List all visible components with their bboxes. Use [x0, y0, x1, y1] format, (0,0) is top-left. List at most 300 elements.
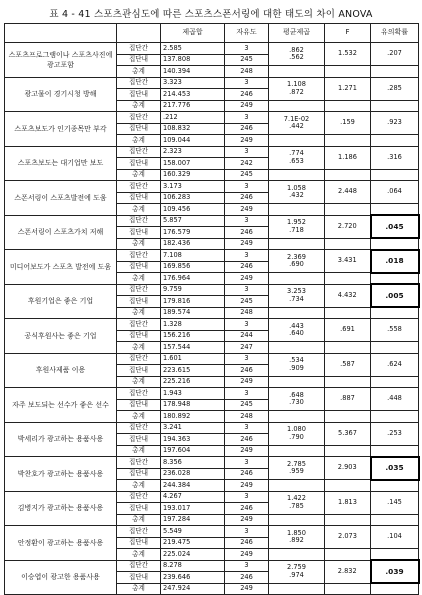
mean-square-empty: [269, 238, 325, 250]
mean-square-empty: [269, 100, 325, 112]
mean-square-within: .734: [289, 294, 304, 303]
df-cell: 246: [225, 468, 269, 480]
df-cell: 249: [225, 135, 269, 147]
sum-of-squares-cell: 197.284: [161, 514, 225, 526]
significance-cell: .145: [371, 491, 419, 514]
item-label: 박찬호가 광고하는 용품사용: [5, 457, 117, 492]
significance-empty: [371, 583, 419, 595]
df-cell: 3: [225, 319, 269, 331]
item-label: 스포츠보도가 인기종목만 부각: [5, 112, 117, 147]
significance-empty: [371, 66, 419, 78]
mean-square-empty: [269, 445, 325, 457]
source-label: 집단간: [117, 353, 161, 365]
source-label: 집단간: [117, 422, 161, 434]
f-value-empty: [325, 204, 371, 216]
significance-empty: [371, 273, 419, 285]
f-value-empty: [325, 307, 371, 319]
mean-square-between: 1.080: [287, 425, 306, 433]
source-label: 집단내: [117, 365, 161, 377]
significance-cell-highlighted: .035: [371, 457, 419, 480]
mean-square-within: .959: [289, 467, 304, 475]
df-cell: 3: [225, 353, 269, 365]
mean-square-between: 1.952: [287, 218, 306, 226]
f-value-empty: [325, 583, 371, 595]
source-label: 집단내: [117, 296, 161, 308]
header-significance: 유의확률: [371, 24, 419, 43]
mean-square-between: 3.253: [287, 287, 306, 295]
sum-of-squares-cell: 157.544: [161, 342, 225, 354]
header-mean-square: 평균제곱: [269, 24, 325, 43]
mean-square-within: .790: [289, 432, 304, 441]
sum-of-squares-cell: 158.007: [161, 158, 225, 170]
header-df: 자유도: [225, 24, 269, 43]
header-row: [5, 24, 419, 43]
df-cell: 245: [225, 169, 269, 181]
f-value-cell: 2.832: [325, 560, 371, 583]
significance-cell: .207: [371, 43, 419, 66]
mean-square-cell: [269, 250, 325, 273]
df-cell: 249: [225, 514, 269, 526]
df-cell: 249: [225, 480, 269, 492]
source-label: 집단간: [117, 319, 161, 331]
df-cell: 3: [225, 215, 269, 227]
df-cell: 3: [225, 146, 269, 158]
df-cell: 249: [225, 238, 269, 250]
item-label: 후원기업은 좋은 기업: [5, 284, 117, 319]
mean-square-cell: [269, 181, 325, 204]
df-cell: 3: [225, 284, 269, 296]
source-label: 집단내: [117, 192, 161, 204]
df-cell: 249: [225, 583, 269, 595]
table-row: [5, 146, 419, 158]
header-source: [117, 24, 161, 43]
source-label: 집단내: [117, 503, 161, 515]
sum-of-squares-cell: 9.759: [161, 284, 225, 296]
source-label: 총계: [117, 100, 161, 112]
df-cell: 246: [225, 89, 269, 101]
sum-of-squares-cell: 2.323: [161, 146, 225, 158]
mean-square-empty: [269, 273, 325, 285]
f-value-cell: 2.903: [325, 457, 371, 480]
mean-square-between: .534: [289, 356, 304, 364]
source-label: 총계: [117, 169, 161, 181]
source-label: 집단간: [117, 112, 161, 124]
significance-cell-highlighted: .045: [371, 215, 419, 238]
header-sum-of-squares: 제곱합: [161, 24, 225, 43]
mean-square-between: .862: [289, 45, 304, 54]
source-label: 집단간: [117, 43, 161, 55]
f-value-empty: [325, 480, 371, 492]
df-cell: 248: [225, 66, 269, 78]
mean-square-empty: [269, 376, 325, 388]
f-value-empty: [325, 100, 371, 112]
item-label: 박세리가 광고하는 용품사용: [5, 422, 117, 457]
source-label: 집단내: [117, 227, 161, 239]
mean-square-within: .690: [289, 260, 304, 268]
sum-of-squares-cell: 178.948: [161, 399, 225, 411]
sum-of-squares-cell: 239.646: [161, 572, 225, 584]
significance-cell: .624: [371, 353, 419, 376]
sum-of-squares-cell: 3.241: [161, 422, 225, 434]
table-row: [5, 491, 419, 503]
sum-of-squares-cell: 156.216: [161, 330, 225, 342]
df-cell: 3: [225, 181, 269, 193]
df-cell: 244: [225, 330, 269, 342]
df-cell: 249: [225, 445, 269, 457]
table-row: [5, 284, 419, 296]
f-value-empty: [325, 514, 371, 526]
item-label: 광고물이 경기시청 방해: [5, 77, 117, 112]
sum-of-squares-cell: 189.574: [161, 307, 225, 319]
item-label: 스포츠프로그램이나 스포츠사진에 광고포함: [5, 43, 117, 78]
f-value-cell: .887: [325, 388, 371, 411]
header-f: F: [325, 24, 371, 43]
sum-of-squares-cell: 236.028: [161, 468, 225, 480]
df-cell: 245: [225, 54, 269, 66]
mean-square-cell: [269, 112, 325, 135]
f-value-empty: [325, 135, 371, 147]
significance-cell: .064: [371, 181, 419, 204]
mean-square-between: 7.1E-02: [283, 114, 310, 123]
table-row: [5, 422, 419, 434]
f-value-empty: [325, 376, 371, 388]
source-label: 총계: [117, 135, 161, 147]
significance-empty: [371, 480, 419, 492]
mean-square-within: .432: [289, 191, 304, 199]
source-label: 총계: [117, 342, 161, 354]
mean-square-within: .442: [289, 122, 304, 130]
source-label: 집단내: [117, 572, 161, 584]
f-value-empty: [325, 411, 371, 423]
df-cell: 245: [225, 399, 269, 411]
sum-of-squares-cell: 1.601: [161, 353, 225, 365]
source-label: 집단내: [117, 399, 161, 411]
df-cell: 246: [225, 192, 269, 204]
sum-of-squares-cell: 108.832: [161, 123, 225, 135]
f-value-empty: [325, 66, 371, 78]
sum-of-squares-cell: 219.475: [161, 537, 225, 549]
df-cell: 246: [225, 227, 269, 239]
df-cell: 3: [225, 388, 269, 400]
item-label: 스폰서링이 스포츠가치 저해: [5, 215, 117, 250]
source-label: 총계: [117, 514, 161, 526]
df-cell: 246: [225, 434, 269, 446]
table-row: [5, 250, 419, 262]
mean-square-within: .562: [289, 53, 304, 61]
mean-square-empty: [269, 66, 325, 78]
f-value-empty: [325, 445, 371, 457]
mean-square-cell: [269, 146, 325, 169]
df-cell: 249: [225, 273, 269, 285]
mean-square-between: 1.058: [287, 183, 306, 192]
mean-square-between: 1.422: [287, 494, 306, 502]
sum-of-squares-cell: 225.216: [161, 376, 225, 388]
sum-of-squares-cell: 244.384: [161, 480, 225, 492]
sum-of-squares-cell: 1.943: [161, 388, 225, 400]
source-label: 집단간: [117, 250, 161, 262]
mean-square-within: .653: [289, 156, 304, 165]
mean-square-cell: [269, 491, 325, 514]
source-label: 총계: [117, 549, 161, 561]
source-label: 집단내: [117, 537, 161, 549]
item-label: 미디어보도가 스포츠 발전에 도움: [5, 250, 117, 285]
mean-square-cell: [269, 353, 325, 376]
source-label: 집단내: [117, 468, 161, 480]
source-label: 총계: [117, 66, 161, 78]
sum-of-squares-cell: 109.456: [161, 204, 225, 216]
table-row: [5, 215, 419, 227]
table-row: [5, 560, 419, 572]
source-label: 집단간: [117, 77, 161, 89]
mean-square-between: 2.759: [287, 563, 306, 571]
sum-of-squares-cell: 140.394: [161, 66, 225, 78]
source-label: 총계: [117, 273, 161, 285]
mean-square-empty: [269, 169, 325, 181]
df-cell: 3: [225, 77, 269, 89]
mean-square-within: .785: [289, 501, 304, 510]
source-label: 총계: [117, 445, 161, 457]
table-row: [5, 112, 419, 124]
significance-cell-highlighted: .005: [371, 284, 419, 307]
mean-square-cell: [269, 319, 325, 342]
sum-of-squares-cell: 193.017: [161, 503, 225, 515]
mean-square-between: .648: [289, 390, 304, 399]
source-label: 집단간: [117, 491, 161, 503]
mean-square-within: .718: [289, 225, 304, 234]
df-cell: 246: [225, 261, 269, 273]
f-value-cell: 2.720: [325, 215, 371, 238]
df-cell: 246: [225, 503, 269, 515]
sum-of-squares-cell: 217.776: [161, 100, 225, 112]
f-value-cell: 1.186: [325, 146, 371, 169]
mean-square-cell: [269, 77, 325, 100]
sum-of-squares-cell: 182.436: [161, 238, 225, 250]
f-value-cell: 5.367: [325, 422, 371, 445]
mean-square-between: .443: [289, 321, 304, 330]
significance-empty: [371, 514, 419, 526]
mean-square-empty: [269, 342, 325, 354]
item-label: 김병지가 광고하는 용품사용: [5, 491, 117, 526]
significance-cell: .285: [371, 77, 419, 100]
source-label: 총계: [117, 376, 161, 388]
mean-square-between: 2.369: [287, 252, 306, 261]
sum-of-squares-cell: 5.857: [161, 215, 225, 227]
table-row: [5, 181, 419, 193]
source-label: 집단내: [117, 330, 161, 342]
table-body: [5, 43, 419, 595]
sum-of-squares-cell: 3.173: [161, 181, 225, 193]
df-cell: 245: [225, 296, 269, 308]
mean-square-empty: [269, 514, 325, 526]
sum-of-squares-cell: 3.323: [161, 77, 225, 89]
source-label: 집단간: [117, 560, 161, 572]
source-label: 집단내: [117, 158, 161, 170]
df-cell: 246: [225, 365, 269, 377]
df-cell: 246: [225, 572, 269, 584]
df-cell: 3: [225, 491, 269, 503]
source-label: 집단내: [117, 123, 161, 135]
f-value-cell: .691: [325, 319, 371, 342]
table-row: [5, 457, 419, 469]
significance-cell: .923: [371, 112, 419, 135]
item-label: 자주 보도되는 선수가 좋은 선수: [5, 388, 117, 423]
mean-square-empty: [269, 480, 325, 492]
source-label: 집단간: [117, 146, 161, 158]
anova-table: [4, 23, 420, 595]
mean-square-empty: [269, 411, 325, 423]
source-label: 총계: [117, 307, 161, 319]
f-value-cell: 2.448: [325, 181, 371, 204]
significance-empty: [371, 411, 419, 423]
df-cell: 3: [225, 526, 269, 538]
significance-empty: [371, 169, 419, 181]
sum-of-squares-cell: 197.604: [161, 445, 225, 457]
significance-empty: [371, 376, 419, 388]
df-cell: 242: [225, 158, 269, 170]
mean-square-within: .872: [289, 87, 304, 96]
table-row: [5, 353, 419, 365]
significance-empty: [371, 445, 419, 457]
source-label: 집단간: [117, 215, 161, 227]
table-title: 표 4 - 41 스포츠관심도에 따른 스포츠스폰서링에 대한 태도의 차이 ANOVA: [49, 9, 373, 20]
f-value-empty: [325, 549, 371, 561]
df-cell: 248: [225, 307, 269, 319]
significance-empty: [371, 342, 419, 354]
mean-square-cell: [269, 284, 325, 307]
table-row: [5, 526, 419, 538]
sum-of-squares-cell: 8.278: [161, 560, 225, 572]
mean-square-cell: [269, 526, 325, 549]
source-label: 집단간: [117, 181, 161, 193]
source-label: 총계: [117, 583, 161, 595]
item-label: 안정환이 광고하는 용품사용: [5, 526, 117, 561]
mean-square-within: .892: [289, 536, 304, 544]
sum-of-squares-cell: 109.044: [161, 135, 225, 147]
item-label: 스포츠보도는 대기업만 보도: [5, 146, 117, 181]
sum-of-squares-cell: 176.579: [161, 227, 225, 239]
sum-of-squares-cell: 160.329: [161, 169, 225, 181]
sum-of-squares-cell: 8.356: [161, 457, 225, 469]
sum-of-squares-cell: 194.363: [161, 434, 225, 446]
f-value-cell: 4.432: [325, 284, 371, 307]
sum-of-squares-cell: 180.892: [161, 411, 225, 423]
df-cell: 3: [225, 112, 269, 124]
df-cell: 3: [225, 422, 269, 434]
mean-square-empty: [269, 135, 325, 147]
table-row: [5, 43, 419, 55]
sum-of-squares-cell: 214.453: [161, 89, 225, 101]
mean-square-between: 2.785: [287, 459, 306, 468]
df-cell: 249: [225, 100, 269, 112]
df-cell: 247: [225, 342, 269, 354]
sum-of-squares-cell: 169.856: [161, 261, 225, 273]
sum-of-squares-cell: 1.328: [161, 319, 225, 331]
source-label: 집단내: [117, 54, 161, 66]
significance-cell-highlighted: .039: [371, 560, 419, 583]
source-label: 집단간: [117, 457, 161, 469]
mean-square-between: 1.850: [287, 528, 306, 537]
significance-empty: [371, 549, 419, 561]
f-value-cell: 3.431: [325, 250, 371, 273]
sum-of-squares-cell: 247.924: [161, 583, 225, 595]
sum-of-squares-cell: 137.808: [161, 54, 225, 66]
significance-cell-highlighted: .018: [371, 250, 419, 273]
mean-square-cell: [269, 422, 325, 445]
significance-empty: [371, 238, 419, 250]
sum-of-squares-cell: 7.108: [161, 250, 225, 262]
sum-of-squares-cell: 225.024: [161, 549, 225, 561]
significance-empty: [371, 100, 419, 112]
mean-square-cell: [269, 43, 325, 66]
source-label: 총계: [117, 411, 161, 423]
significance-empty: [371, 135, 419, 147]
f-value-cell: .587: [325, 353, 371, 376]
mean-square-cell: [269, 560, 325, 583]
mean-square-empty: [269, 307, 325, 319]
df-cell: 246: [225, 537, 269, 549]
mean-square-cell: [269, 388, 325, 411]
significance-cell: .558: [371, 319, 419, 342]
f-value-cell: 1.813: [325, 491, 371, 514]
mean-square-within: .909: [289, 363, 304, 372]
source-label: 집단내: [117, 261, 161, 273]
significance-empty: [371, 307, 419, 319]
df-cell: 3: [225, 43, 269, 55]
f-value-empty: [325, 169, 371, 181]
source-label: 총계: [117, 204, 161, 216]
mean-square-within: .730: [289, 398, 304, 406]
sum-of-squares-cell: 4.267: [161, 491, 225, 503]
mean-square-empty: [269, 583, 325, 595]
sum-of-squares-cell: 176.964: [161, 273, 225, 285]
header-item: [5, 24, 117, 43]
significance-cell: .104: [371, 526, 419, 549]
df-cell: 249: [225, 549, 269, 561]
mean-square-within: .974: [289, 570, 304, 579]
f-value-empty: [325, 238, 371, 250]
sum-of-squares-cell: 223.615: [161, 365, 225, 377]
sum-of-squares-cell: 2.585: [161, 43, 225, 55]
item-label: 공식후원사는 좋은 기업: [5, 319, 117, 354]
significance-cell: .316: [371, 146, 419, 169]
source-label: 집단간: [117, 284, 161, 296]
source-label: 집단내: [117, 434, 161, 446]
source-label: 총계: [117, 480, 161, 492]
f-value-cell: 1.271: [325, 77, 371, 100]
source-label: 총계: [117, 238, 161, 250]
df-cell: 248: [225, 411, 269, 423]
sum-of-squares-cell: 179.816: [161, 296, 225, 308]
significance-cell: .448: [371, 388, 419, 411]
mean-square-cell: [269, 215, 325, 238]
source-label: 집단내: [117, 89, 161, 101]
df-cell: 249: [225, 204, 269, 216]
df-cell: 3: [225, 457, 269, 469]
mean-square-between: 1.108: [287, 80, 306, 88]
item-label: 후원사제품 이용: [5, 353, 117, 388]
df-cell: 246: [225, 123, 269, 135]
item-label: 스폰서링이 스포츠발전에 도움: [5, 181, 117, 216]
f-value-empty: [325, 273, 371, 285]
f-value-cell: .159: [325, 112, 371, 135]
f-value-empty: [325, 342, 371, 354]
source-label: 집단간: [117, 388, 161, 400]
df-cell: 3: [225, 560, 269, 572]
mean-square-within: .640: [289, 329, 304, 337]
item-label: 이승엽이 광고한 용품사용: [5, 560, 117, 595]
source-label: 집단간: [117, 526, 161, 538]
table-row: [5, 319, 419, 331]
